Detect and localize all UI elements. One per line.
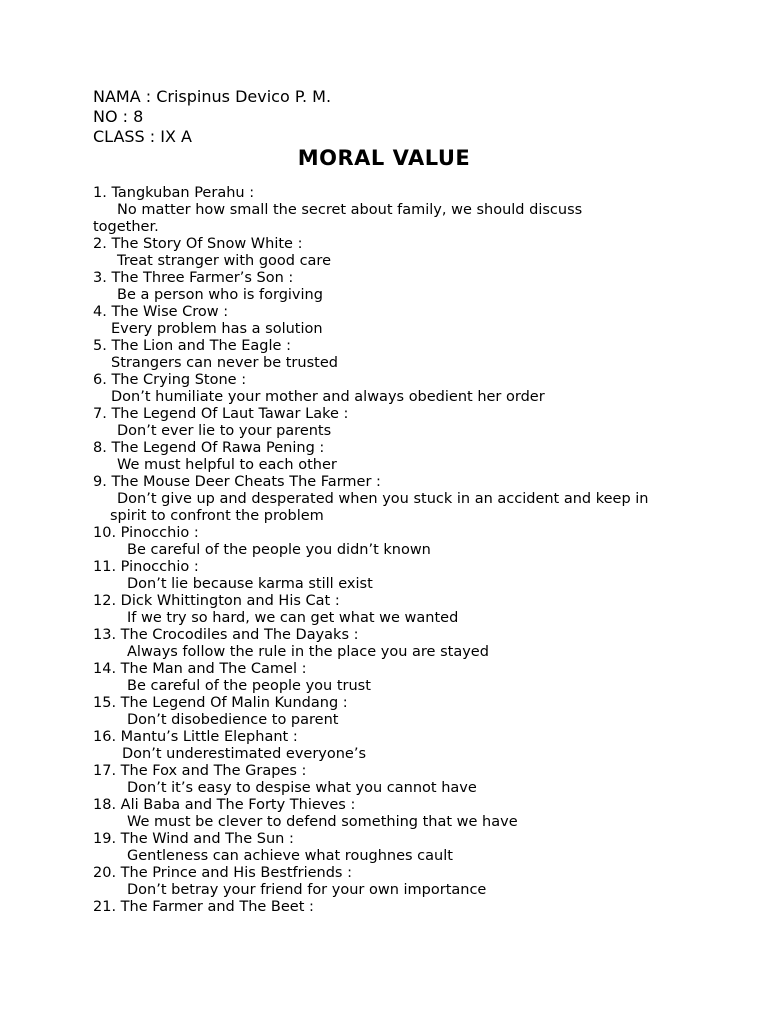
moral-value-list [93,185,693,916]
list-item [93,440,693,474]
list-item [93,372,693,406]
story-title: 18. Ali Baba and The Forty Thieves : [93,797,356,813]
story-title: 14. The Man and The Camel : [93,661,307,677]
story-title: 20. The Prince and His Bestfriends : [93,865,352,881]
story-title: 12. Dick Whittington and His Cat : [93,593,340,609]
page-title: MORAL VALUE [297,146,471,170]
list-item [93,304,693,338]
student-info [93,87,331,147]
story-title: 13. The Crocodiles and The Dayaks : [93,627,359,643]
story-title: 10. Pinocchio : [93,525,199,541]
story-title: 16. Mantu’s Little Elephant : [93,729,298,745]
student-number: NO : 8 [93,107,144,126]
list-item [93,695,693,729]
story-title: 21. The Farmer and The Beet : [93,899,314,915]
moral-text: Every problem has a solution [111,321,323,337]
list-item [93,525,693,559]
moral-text: Don’t humiliate your mother and always obedient her order [111,389,545,405]
list-item [93,627,693,661]
story-title: 7. The Legend Of Laut Tawar Lake : [93,406,349,422]
story-title: 17. The Fox and The Grapes : [93,763,307,779]
moral-text: Don’t disobedience to parent [127,712,339,728]
list-item [93,661,693,695]
list-item [93,185,693,236]
moral-text: Don’t underestimated everyone’s [122,746,367,762]
list-item [93,763,693,797]
list-item [93,729,693,763]
list-item [93,338,693,372]
list-item [93,831,693,865]
list-item [93,270,693,304]
story-title: 8. The Legend Of Rawa Pening : [93,440,325,456]
story-title: 11. Pinocchio : [93,559,199,575]
list-item [93,899,693,916]
list-item [93,865,693,899]
student-name: NAMA : Crispinus Devico P. M. [93,87,332,106]
list-item [93,406,693,440]
moral-text: Don’t betray your friend for your own importance [127,882,487,898]
moral-text: Don’t ever lie to your parents [117,423,332,439]
story-title: 3. The Three Farmer’s Son : [93,270,294,286]
moral-text: Don’t it’s easy to despise what you cannot have [127,780,477,796]
moral-text: Always follow the rule in the place you are stayed [127,644,489,660]
moral-text: Don’t give up and desperated when you stuck in an accident and keep in spirit to confront the problem [110,491,654,524]
list-item [93,474,693,525]
story-title: 19. The Wind and The Sun : [93,831,294,847]
moral-text: Be a person who is forgiving [117,287,323,303]
story-title: 6. The Crying Stone : [93,372,247,388]
moral-text: Be careful of the people you trust [127,678,371,694]
student-class: CLASS : IX A [93,127,192,146]
list-item [93,559,693,593]
moral-text: No matter how small the secret about family, we should discuss together. [93,202,587,235]
moral-text: We must helpful to each other [117,457,337,473]
story-title: 15. The Legend Of Malin Kundang : [93,695,348,711]
moral-text: Strangers can never be trusted [111,355,338,371]
moral-text: Gentleness can achieve what roughnes cault [127,848,453,864]
story-title: 2. The Story Of Snow White : [93,236,303,252]
story-title: 5. The Lion and The Eagle : [93,338,291,354]
story-title: 4. The Wise Crow : [93,304,229,320]
story-title: 9. The Mouse Deer Cheats The Farmer : [93,474,381,490]
moral-text: Don’t lie because karma still exist [127,576,373,592]
list-item [93,236,693,270]
moral-text: Treat stranger with good care [117,253,331,269]
moral-text: We must be clever to defend something that we have [127,814,518,830]
moral-text: If we try so hard, we can get what we wanted [127,610,459,626]
list-item [93,593,693,627]
moral-text: Be careful of the people you didn’t known [127,542,431,558]
story-title: 1. Tangkuban Perahu : [93,185,255,201]
list-item [93,797,693,831]
